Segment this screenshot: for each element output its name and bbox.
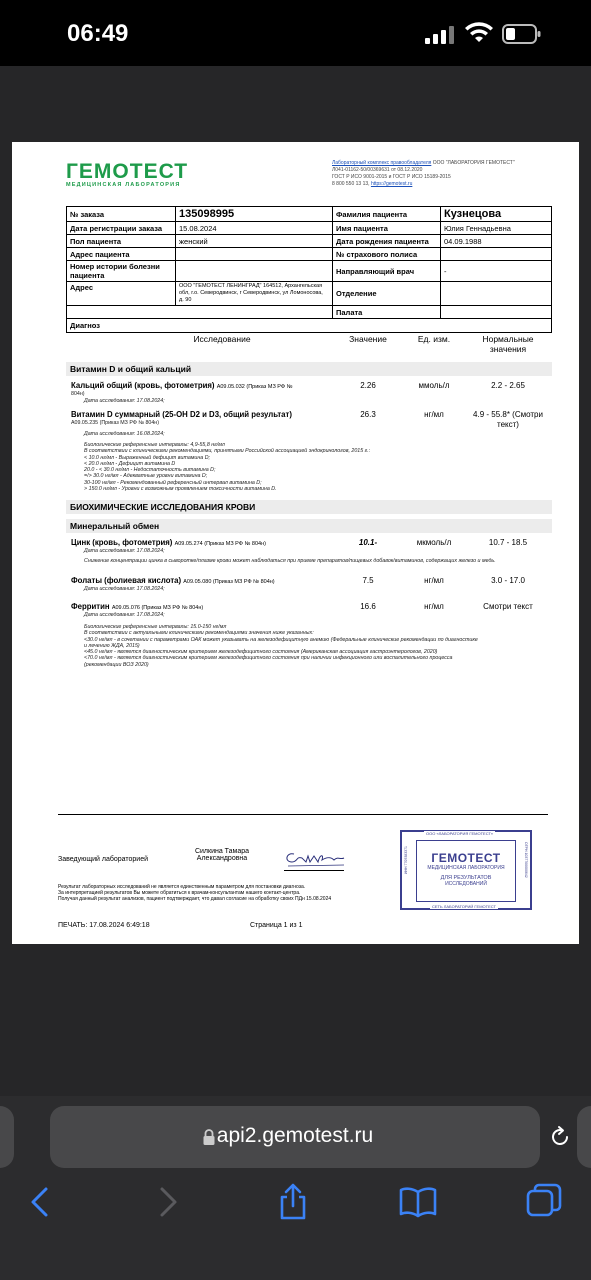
signature-image: [282, 846, 352, 870]
forward-icon[interactable]: [148, 1182, 188, 1222]
next-tab-preview[interactable]: [577, 1106, 591, 1168]
patient-name: Юлия Геннадьевна: [444, 223, 511, 233]
back-icon[interactable]: [20, 1182, 60, 1222]
calcium-value: 2.26: [360, 381, 376, 390]
battery-icon: [502, 24, 542, 44]
status-bar: [0, 0, 591, 66]
zinc-value: 10.1-: [358, 538, 378, 547]
test-ferritin: Ферритин A09.05.076 (Приказ МЗ РФ № 804н): [71, 602, 204, 611]
wifi-icon: [464, 22, 494, 44]
lab-address: ООО "ГЕМОТЕСТ ЛЕНИНГРАД" 164512, Архангельская обл, г.о. Северодвинск, г Северодвинск, ул Ломоносова, д. 90: [176, 282, 333, 305]
lab-report-page: ГЕМОТЕСТ МЕДИЦИНСКАЯ ЛАБОРАТОРИЯ Лабораторный комплекс правообладателя ООО "ЛАБОРАТОРИЯ ГЕМОТЕСТ" Л041-01162-50/00369631 от 08.12.2020 ГОСТ Р ИСО 9001-2015 и ГОСТ Р ИСО 15189-2015 8 800 550 13 13, https://gemotest.ru № заказа 135098995 Фамилия пациента Кузнецова Дата регистрации заказа 15.08.2024 Имя пациента Юлия Геннадьевна Пол пациента женский Дата рождения пациента 04.09.1988 Адрес пациента № страхового полиса Номер истории болезни пациента Направляющий врач - Адрес ООО "ГЕМОТЕСТ ЛЕНИНГРАД" 164512, Архангельская обл, г.о. Северодвинск, г Северодвинск, ул Ломоносова, д. 90 Отделение Палата Диагноз Исследование Значение Ед. изм. Нормальные значения Витамин D и общий кальций Кальций общий (кровь, фотометрия) A09.05.032 (Приказ МЗ РФ № 804н) Дата исследования: 17.08.2024; 2.26 ммоль/л 2.2 - 2.65 Витамин D суммарный (25-OH D2 и D3, общий результат) A09.05.235 (Приказ МЗ РФ № 804н) Дата исследования: 16.08.2024; 26.3 нг/мл 4.9 - 55.8* (Смотри текст) Биологические референсные интервалы: 4,9-55,8 нг/мл В соответствии с клиническими рекомендациями, принятыми Российской ассоциацией эндокринологов, 2015 г.: < 10.0 нг/мл - Выраженный дефицит витамина D; < 20.0 нг/мл - Дефицит витамина D 20.0 - < 30.0 нг/мл - Недостаточность витамина D; =/> 30.0 нг/мл - Адекватные уровни витамина D; 30-100 нг/мл - Рекомендованный референсный интервал витамина D; > 150.0 нг/мл - Уровни с возможным проявлением токсичности витамина D. БИОХИМИЧЕСКИЕ ИССЛЕДОВАНИЯ КРОВИ Минеральный обмен Цинк (кровь, фотометрия) A09.05.274 (Приказ МЗ РФ № 804н) Дата исследования: 17.08.2024; 10.1- мкмоль/л 10.7 - 18.5 Снижение концентрации цинка в сыворотке/плазме крови может наблюдаться при приеме препаратов/пищевых добавок/витаминов, содержащих железо и медь. Фолаты (фолиевая кислота) A09.05.080 (Приказ МЗ РФ № 804н) Дата исследования: 17.08.2024; 7.5 нг/мл 3.0 - 17.0 Ферритин A09.05.076 (Приказ МЗ РФ № 804н) Дата исследования: 17.08.2024; 16.6 нг/мл Смотри текст Биологические референсные интервалы: 15.0-150 нг/мл В соответствии с актуальными клиническими рекомендациями значения ниже указанных: <30.0 нг/мл - в сочетании с параметрами ОАК может указывать на железодефицитную анемию (Федеральные клинические рекомендации по диагностике и лечению ЖДА, 2015) <45.0 нг/мл - является диагностическим критерием железодефицитного состояния (Американская ассоциация гастроэнтерологов, 2020) <70.0 нг/мл - является диагностическим критерием железодефицитного состояния при наличии инфекционного или воспалительного процесса (рекомендации ВОЗ 2020) Заведующий лабораторией Силкина Тамара Александровна Результат лабораторных исследований не является единственным параметром для постановки диагноза. За интерпретацией результатов Вы можете обратиться к врачам-консультантам нашего контакт-центра. Получая данный результат анализов, пациент подтверждает, что давал согласие на обработку своих ПДн 15.08.2024 ООО «ЛАБОРАТОРИЯ ГЕМОТЕСТ» ИНН 7709383371 ОГРН 1037700000642 ГЕМОТЕСТ МЕДИЦИНСКАЯ ЛАБОРАТОРИЯ ДЛЯ РЕЗУЛЬТАТОВ ИССЛЕДОВАНИЙ СЕТЬ ЛАБОРАТОРИЙ ГЕМОТЕСТ ПЕЧАТЬ: 17.08.2024 6:49:18 Страница 1 из 1: [12, 142, 579, 944]
order-number: 135098995: [176, 207, 333, 221]
col-unit: Ед. изм.: [417, 334, 451, 344]
cellular-signal-icon: [425, 26, 457, 44]
previous-tab-preview[interactable]: [0, 1106, 14, 1168]
footer-divider: [58, 814, 548, 815]
col-norm: Нормальные значения: [482, 334, 534, 354]
head-name: Силкина Тамара Александровна: [194, 848, 250, 862]
status-time: 06:49: [67, 20, 129, 47]
document-viewer[interactable]: [0, 66, 591, 1096]
patient-info-table: № заказа 135098995 Фамилия пациента Кузнецова Дата регистрации заказа 15.08.2024 Имя пациента Юлия Геннадьевна Пол пациента женский Дата рождения пациента 04.09.1988 Адрес пациента № страхового полиса Номер истории болезни пациента Направляющий врач - Адрес ООО "ГЕМОТЕСТ ЛЕНИНГРАД" 164512, Архангельская обл, г.о. Северодвинск, г Северодвинск, ул Ломоносова, д. 90 Отделение Палата Диагноз: [66, 206, 552, 333]
folate-value: 7.5: [362, 576, 374, 585]
print-date: ПЕЧАТЬ: 17.08.2024 6:49:18: [58, 922, 150, 929]
section-vitamin-d: Витамин D и общий кальций: [66, 362, 552, 376]
vitamin-d-value: 26.3: [360, 410, 376, 419]
vitamin-d-notes: Биологические референсные интервалы: 4,9-55,8 нг/мл В соответствии с клиническими рекомендациями, принятыми Российской ассоциацией эндокринологов, 2015 г.: < 10.0 нг/мл - Выраженный дефицит витамина D; < 20.0 нг/мл - Дефицит витамина D 20.0 - < 30.0 нг/мл - Недостаточность витамина D; =/> 30.0 нг/мл - Адекватные уровни витамина D; 30-100 нг/мл - Рекомендованный референсный интервал витамина D; > 150.0 нг/мл - Уровни с возможным проявлением токсичности витамина D.: [84, 442, 371, 493]
test-zinc: Цинк (кровь, фотометрия) A09.05.274 (Приказ МЗ РФ № 804н): [71, 538, 266, 547]
url-text[interactable]: api2.gemotest.ru: [216, 1124, 374, 1147]
patient-dob: 04.09.1988: [444, 236, 482, 246]
bookmarks-icon[interactable]: [398, 1182, 438, 1222]
address-bar[interactable]: [50, 1106, 540, 1168]
browser-toolbar: [0, 1096, 591, 1280]
ferritin-notes: Биологические референсные интервалы: 15.0-150 нг/мл В соответствии с актуальными клиническими рекомендациями значения ниже указанных: <30.0 нг/мл - в сочетании с параметрами ОАК может указывать на железодефицитную анемию (Федеральные клинические рекомендации по диагностике и лечению ЖДА, 2015) <45.0 нг/мл - является диагностическим критерием железодефицитного состояния (Американская ассоциация гастроэнтерологов, 2020) <70.0 нг/мл - является диагностическим критерием железодефицитного состояния при наличии инфекционного или воспалительного процесса (рекомендации ВОЗ 2020): [84, 624, 478, 668]
ferritin-value: 16.6: [360, 602, 376, 611]
patient-surname: Кузнецова: [444, 208, 502, 220]
lab-complex-link[interactable]: Лабораторный комплекс правообладателя: [332, 160, 432, 166]
disclaimer: Результат лабораторных исследований не является единственным параметром для постановки диагноза. За интерпретацией результатов Вы можете обратиться к врачам-консультантам нашего контакт-центра. Получая данный результат анализов, пациент подтверждает, что давал согласие на обработку своих ПДн 15.08.2024: [58, 884, 332, 902]
website-link[interactable]: https://gemotest.ru: [370, 181, 413, 187]
lab-stamp: ООО «ЛАБОРАТОРИЯ ГЕМОТЕСТ» ИНН 7709383371 ОГРН 1037700000642 ГЕМОТЕСТ МЕДИЦИНСКАЯ ЛАБОРАТОРИЯ ДЛЯ РЕЗУЛЬТАТОВ ИССЛЕДОВАНИЙ СЕТЬ ЛАБОРАТОРИЙ ГЕМОТЕСТ: [400, 830, 532, 910]
page-number: Страница 1 из 1: [250, 922, 303, 929]
test-folate: Фолаты (фолиевая кислота) A09.05.080 (Приказ МЗ РФ № 804н): [71, 576, 275, 585]
gemotest-logo: ГЕМОТЕСТ МЕДИЦИНСКАЯ ЛАБОРАТОРИЯ: [66, 160, 189, 188]
lab-license-info: Лабораторный комплекс правообладателя ООО "ЛАБОРАТОРИЯ ГЕМОТЕСТ" Л041-01162-50/00369631 от 08.12.2020 ГОСТ Р ИСО 9001-2015 и ГОСТ Р ИСО 15189-2015 8 800 550 13 13, https://gemotest.ru: [332, 160, 515, 187]
section-biochemistry: БИОХИМИЧЕСКИЕ ИССЛЕДОВАНИЯ КРОВИ: [66, 500, 552, 514]
section-mineral: Минеральный обмен: [66, 519, 552, 533]
tabs-icon[interactable]: [524, 1182, 564, 1222]
test-vitamin-d: Витамин D суммарный (25-OH D2 и D3, общий результат): [71, 410, 292, 419]
test-calcium: Кальций общий (кровь, фотометрия) A09.05.032 (Приказ МЗ РФ №: [71, 381, 293, 390]
head-label: Заведующий лабораторией: [58, 856, 148, 863]
col-value: Значение: [349, 334, 387, 344]
share-icon[interactable]: [273, 1182, 313, 1222]
col-study: Исследование: [193, 334, 251, 344]
reload-icon[interactable]: [547, 1124, 573, 1150]
